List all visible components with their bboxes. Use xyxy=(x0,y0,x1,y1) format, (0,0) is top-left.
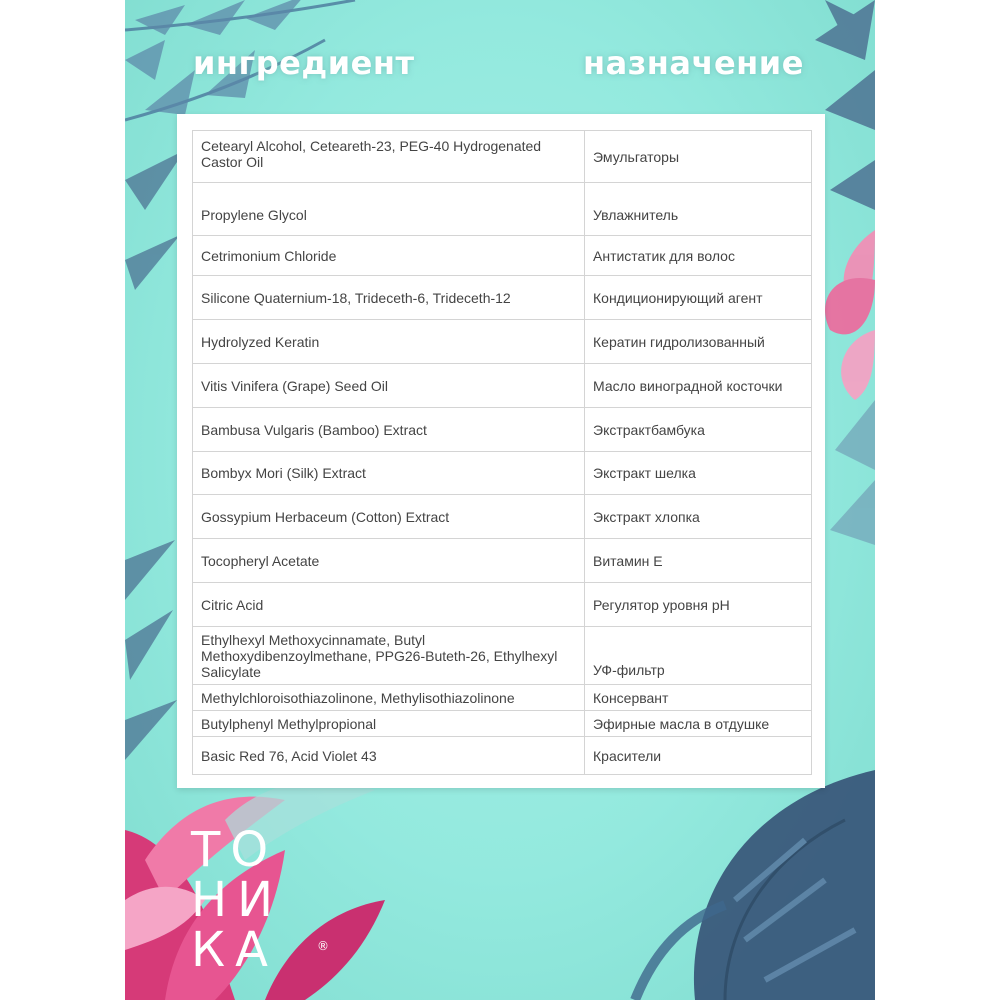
registered-mark: ® xyxy=(317,939,339,953)
logo-line-2: НИ xyxy=(191,872,283,928)
table-row xyxy=(193,131,812,183)
table-row xyxy=(193,737,812,775)
table-row xyxy=(193,539,812,583)
ingredient-cell: Bambusa Vulgaris (Bamboo) Extract xyxy=(193,408,585,452)
purpose-cell: Экстрактбамбука xyxy=(585,408,812,452)
table-row xyxy=(193,711,812,737)
pink-flower-right xyxy=(825,230,875,400)
purpose-cell: Антистатик для волос xyxy=(585,236,812,276)
purpose-cell: Красители xyxy=(585,737,812,775)
table-row xyxy=(193,627,812,685)
ingredient-cell: Methylchloroisothiazolinone, Methylisothiazolinone xyxy=(193,685,585,711)
monstera-leaf xyxy=(635,770,875,1000)
ingredient-cell: Vitis Vinifera (Grape) Seed Oil xyxy=(193,364,585,408)
purpose-cell: Регулятор уровня pH xyxy=(585,583,812,627)
table-row xyxy=(193,364,812,408)
ingredient-cell: Ethylhexyl Methoxycinnamate, Butyl Methoxydibenzoylmethane, PPG26-Buteth-26, Ethylhexyl Salicylate xyxy=(193,627,585,685)
purpose-cell: УФ-фильтр xyxy=(585,627,812,685)
purpose-column-title: назначение xyxy=(583,44,804,82)
purpose-cell: Эфирные масла в отдушке xyxy=(585,711,812,737)
ingredient-cell: Gossypium Herbaceum (Cotton) Extract xyxy=(193,495,585,539)
purpose-cell: Масло виноградной косточки xyxy=(585,364,812,408)
table-row xyxy=(193,408,812,452)
table-row xyxy=(193,495,812,539)
tonika-logo xyxy=(191,822,341,978)
ingredient-cell: Bombyx Mori (Silk) Extract xyxy=(193,452,585,495)
table-row xyxy=(193,236,812,276)
purpose-cell: Кондиционирующий агент xyxy=(585,276,812,320)
table-row xyxy=(193,183,812,236)
purpose-cell: Увлажнитель xyxy=(585,183,812,236)
ingredient-cell: Tocopheryl Acetate xyxy=(193,539,585,583)
ingredient-cell: Cetearyl Alcohol, Ceteareth-23, PEG-40 Hydrogenated Castor Oil xyxy=(193,131,585,183)
table-row xyxy=(193,583,812,627)
ingredients-card xyxy=(177,114,825,788)
purpose-cell: Экстракт хлопка xyxy=(585,495,812,539)
ingredient-cell: Cetrimonium Chloride xyxy=(193,236,585,276)
ingredient-cell: Propylene Glycol xyxy=(193,183,585,236)
background-panel xyxy=(125,0,875,1000)
table-row xyxy=(193,452,812,495)
logo-line-3: КА xyxy=(191,922,278,978)
ingredient-column-title: ингредиент xyxy=(193,44,415,82)
ingredient-cell: Basic Red 76, Acid Violet 43 xyxy=(193,737,585,775)
ingredient-cell: Hydrolyzed Keratin xyxy=(193,320,585,364)
purpose-cell: Экстракт шелка xyxy=(585,452,812,495)
table-header xyxy=(125,44,875,88)
ingredient-cell: Butylphenyl Methylpropional xyxy=(193,711,585,737)
purpose-cell: Витамин Е xyxy=(585,539,812,583)
ingredient-cell: Citric Acid xyxy=(193,583,585,627)
ingredients-table xyxy=(192,130,812,775)
purpose-cell: Консервант xyxy=(585,685,812,711)
purpose-cell: Кератин гидролизованный xyxy=(585,320,812,364)
logo-line-1: ТО xyxy=(191,822,279,878)
table-row xyxy=(193,685,812,711)
table-row xyxy=(193,320,812,364)
ingredient-cell: Silicone Quaternium-18, Trideceth-6, Trideceth-12 xyxy=(193,276,585,320)
table-row xyxy=(193,276,812,320)
purpose-cell: Эмульгаторы xyxy=(585,131,812,183)
